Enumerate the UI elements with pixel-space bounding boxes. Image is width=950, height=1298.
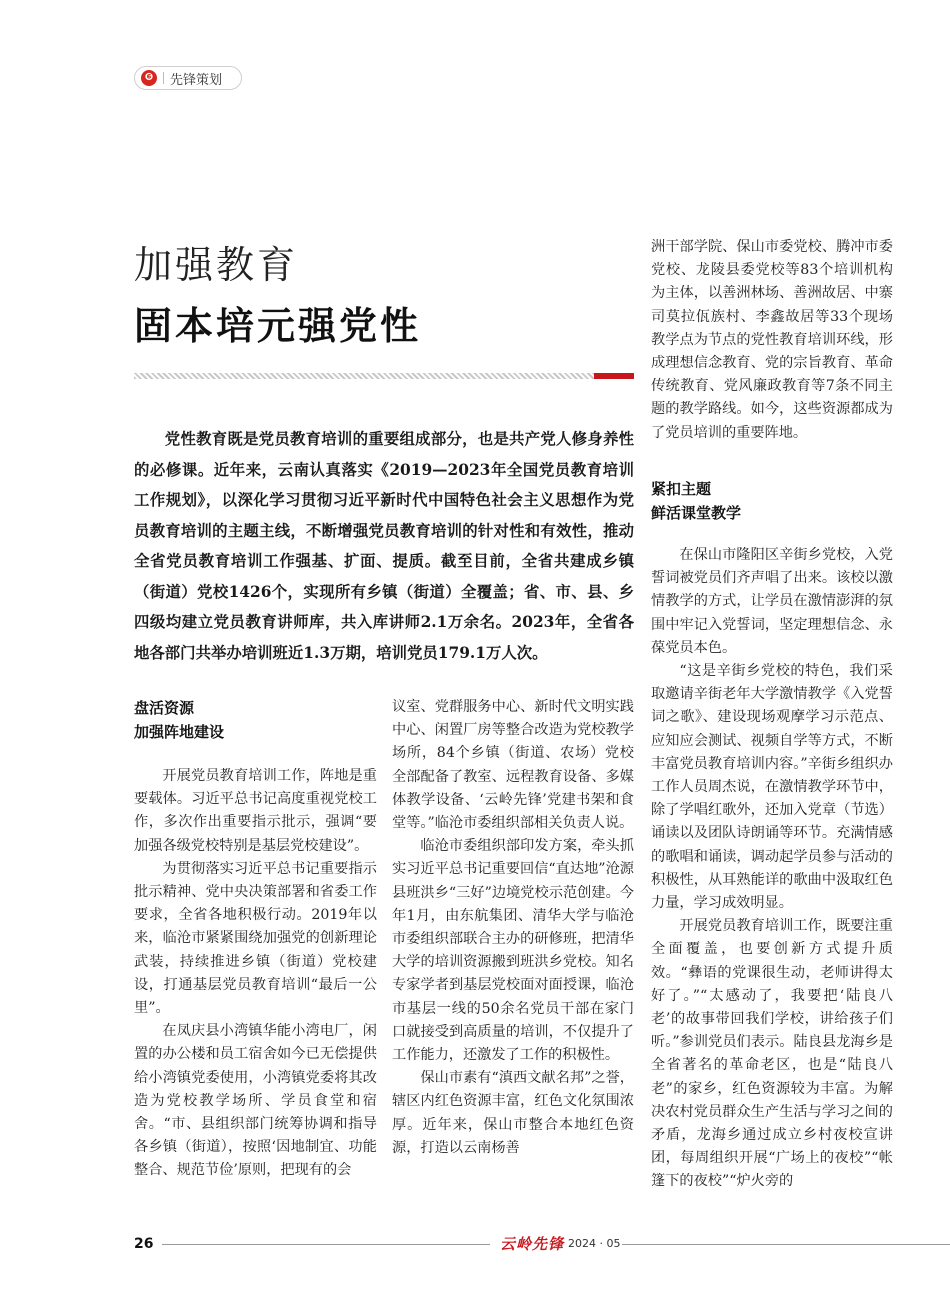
section2-heading-line2: 鲜活课堂教学 xyxy=(651,504,742,522)
column-right xyxy=(651,544,893,1194)
footer-rule-right xyxy=(622,1244,950,1245)
column-right-top xyxy=(651,236,893,445)
section2-heading xyxy=(651,477,741,525)
page-number: 26 xyxy=(134,1236,154,1252)
section1-heading-line1: 盘活资源 xyxy=(134,699,195,717)
tag-divider xyxy=(163,72,164,84)
section1-heading-line2: 加强阵地建设 xyxy=(134,723,225,741)
footer-brand-logo: 云岭先锋 xyxy=(500,1235,565,1253)
column-left xyxy=(134,765,377,1183)
page-title-line1: 加强教育 xyxy=(134,243,299,287)
paragraph: 保山市素有“滇西文献名邦”之誉，辖区内红色资源丰富，红色文化氛围浓厚。近年来，保山市整合本地红色资源，打造以云南杨善 xyxy=(392,1070,634,1156)
section-tag xyxy=(134,66,242,90)
paragraph: 开展党员教育培训工作，阵地是重要载体。习近平总书记高度重视党校工作，多次作出重要指示批示，强调“要加强各级党校特别是基层党校建设”。 xyxy=(134,768,377,854)
paragraph: 在保山市隆阳区辛街乡党校，入党誓词被党员们齐声唱了出来。该校以激情教学的方式，让学员在激情澎湃的氛围中牢记入党誓词，坚定理想信念、永葆党员本色。 xyxy=(651,547,893,656)
paragraph-continued: 议室、党群服务中心、新时代文明实践中心、闲置厂房等整合改造为党校教学场所，84个乡镇（街道、农场）党校全部配备了教室、远程教育设备、多媒体教学设备、‘云岭先锋’党建书架和食堂等。”临沧市委组织部相关负责人说。 xyxy=(392,699,634,832)
logo-icon: ❻ xyxy=(141,70,157,86)
footer-rule-left xyxy=(162,1244,490,1245)
paragraph-continued: 洲干部学院、保山市委党校、腾冲市委党校、龙陵县委党校等83个培训机构为主体，以善洲林场、善洲故居、中寨司莫拉佤族村、李鑫故居等33个现场教学点为节点的党性教育培训环线，形成理想信念教育、党的宗旨教育、革命传统教育、党风廉政教育等7条不同主题的教学路线。如今，这些资源都成为了党员培训的重要阵地。 xyxy=(651,239,893,441)
paragraph: 临沧市委组织部印发方案，牵头抓实习近平总书记重要回信“直达地”沧源县班洪乡“三好”边境党校示范创建。今年1月，由东航集团、清华大学与临沧市委组织部联合主办的研修班，把清华大学的培训资源搬到班洪乡党校。知名专家学者到基层党校面对面授课，临沧市基层一线的50余名党员干部在家门口就接受到高质量的培训，不仅提升了工作能力，还激发了工作的积极性。 xyxy=(392,838,634,1064)
page-title-line2: 固本培元强党性 xyxy=(134,304,422,348)
section2-heading-line1: 紧扣主题 xyxy=(651,480,712,498)
lead-paragraph: 党性教育既是党员教育培训的重要组成部分，也是共产党人修身养性的必修课。近年来，云南认真落实《2019—2023年全国党员教育培训工作规划》，以深化学习贯彻习近平新时代中国特色社会主义思想作为党员教育培训的主题主线，不断增强党员教育培训的针对性和有效性，推动全省党员教育培训工作强基、扩面、提质。截至目前，全省共建成乡镇（街道）党校1426个，实现所有乡镇（街道）全覆盖；省、市、县、乡四级均建立党员教育讲师库，共入库讲师2.1万余名。2023年，全省各地各部门共举办培训班近1.3万期，培训党员179.1万人次。 xyxy=(134,430,634,662)
title-rule-accent xyxy=(594,373,634,379)
section-label: 先锋策划 xyxy=(170,72,223,88)
section1-heading xyxy=(134,696,224,744)
column-middle xyxy=(392,696,634,1160)
issue-label: 2024 · 05 xyxy=(568,1237,621,1250)
paragraph: 在凤庆县小湾镇华能小湾电厂，闲置的办公楼和员工宿舍如今已无偿提供给小湾镇党委使用，小湾镇党委将其改造为党校教学场所、学员食堂和宿舍。“市、县组织部门统筹协调和指导各乡镇（街道），按照‘因地制宜、功能整合、规范节俭’原则，把现有的会 xyxy=(134,1023,377,1179)
paragraph: 为贯彻落实习近平总书记重要指示批示精神、党中央决策部署和省委工作要求，全省各地积极行动。2019年以来，临沧市紧紧围绕加强党的创新理论武装，持续推进乡镇（街道）党校建设，打通基层党员教育培训“最后一公里”。 xyxy=(134,860,377,1017)
paragraph: “这是辛街乡党校的特色，我们采取邀请辛街老年大学激情教学《入党誓词之歌》、建设现场观摩学习示范点、应知应会测试、视频自学等方式，不断丰富党员教育培训内容。”辛街乡组织办工作人员周杰说，在激情教学环节中，除了学唱红歌外，还加入党章（节选）诵读以及团队诗朗诵等环节。充满情感的歌唱和诵读，调动起学员参与活动的积极性，从耳熟能详的歌曲中汲取红色力量，学习成效明显。 xyxy=(651,663,893,912)
title-rule xyxy=(134,373,594,379)
paragraph: 开展党员教育培训工作，既要注重全面覆盖，也要创新方式提升质效。“彝语的党课很生动，老师讲得太好了。”“太感动了，我要把‘陆良八老’的故事带回我们学校，讲给孩子们听。”参训党员们表示。陆良县龙海乡是全省著名的革命老区，也是“陆良八老”的家乡，红色资源较为丰富。为解决农村党员群众生产生活与学习之间的矛盾，龙海乡通过成立乡村夜校宣讲团，每周组织开展“广场上的夜校”“帐篷下的夜校”“炉火旁的 xyxy=(651,918,893,1190)
